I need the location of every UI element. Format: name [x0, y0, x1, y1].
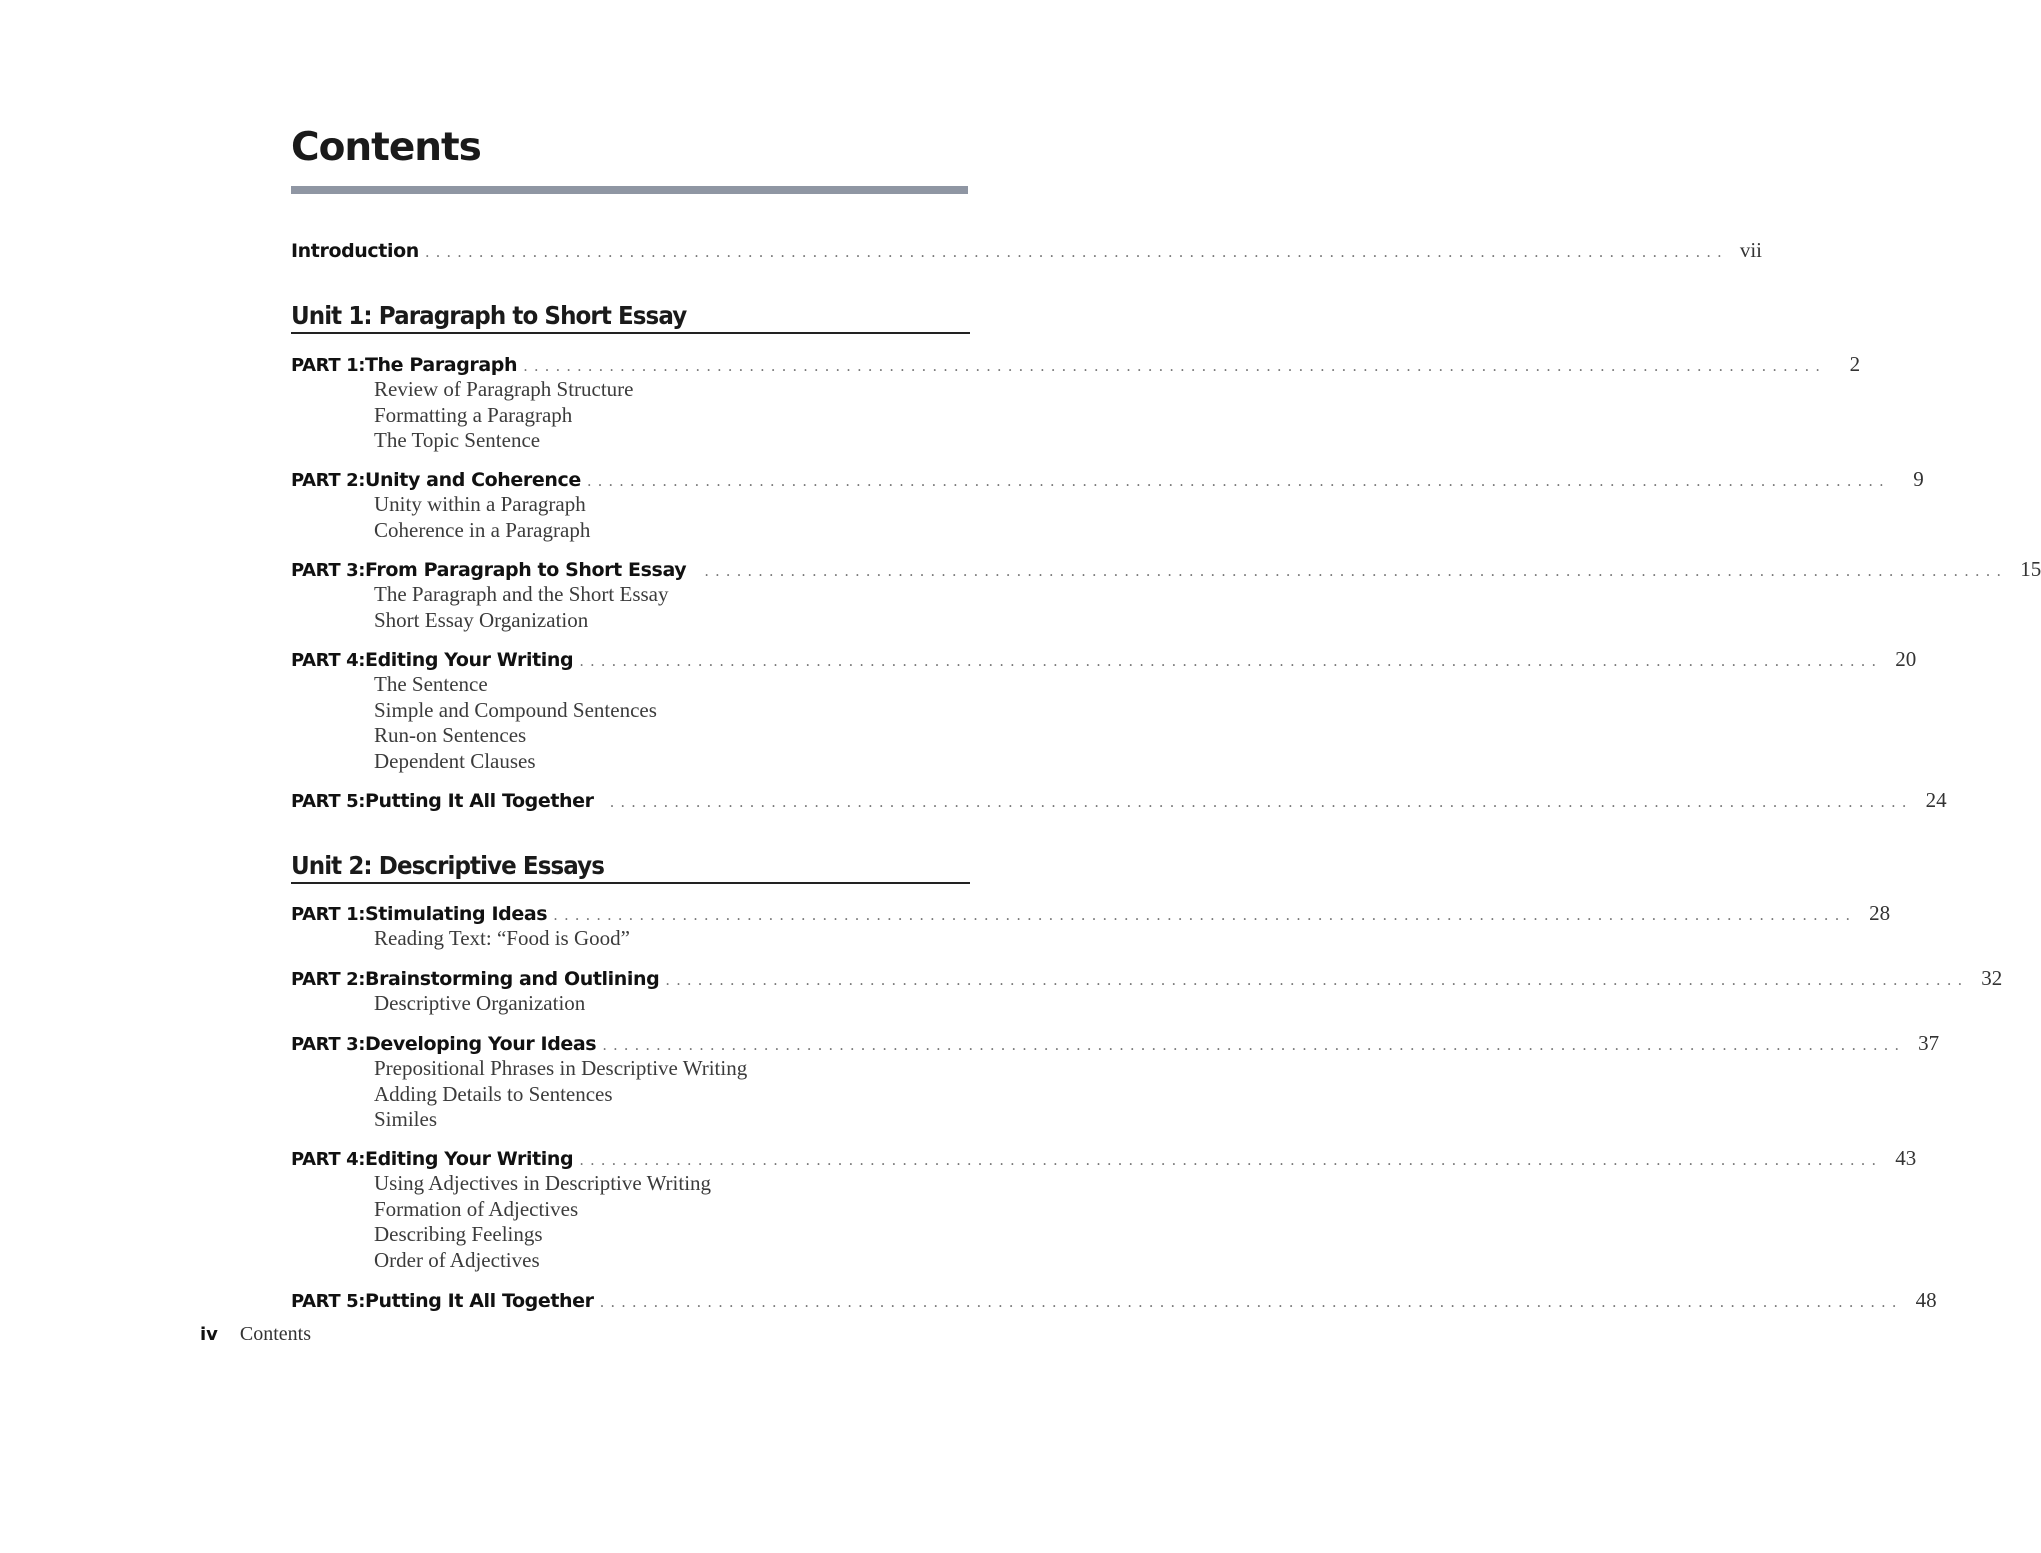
part-page-number: 32: [1981, 966, 2003, 990]
part-page-number: 9: [1913, 467, 1924, 491]
dot-leader: .........................................................................................................................: [665, 971, 1969, 989]
toc-part[interactable]: [291, 646, 1917, 775]
unit-title: Unit 1: Paragraph to Short Essay: [291, 301, 687, 330]
dot-leader: .........................................................................................................................: [586, 472, 1890, 490]
dot-leader: .........................................................................................................................: [602, 1036, 1906, 1054]
toc-subitem[interactable]: Using Adjectives in Descriptive Writing: [374, 1171, 712, 1195]
dot-leader: .........................................................................................................................: [599, 1293, 1903, 1311]
part-title: Putting It All Together: [365, 1290, 594, 1312]
toc-subitem[interactable]: Coherence in a Paragraph: [374, 517, 591, 542]
toc-subitem[interactable]: Adding Details to Sentences: [374, 1081, 613, 1106]
toc-subitem[interactable]: Unity within a Paragraph: [374, 492, 586, 516]
toc-subitem[interactable]: Formatting a Paragraph: [374, 402, 573, 427]
part-label: PART 2:: [291, 470, 365, 491]
toc-part[interactable]: [291, 1030, 1940, 1133]
part-label: PART 4:: [291, 1149, 365, 1170]
part-page-number: 24: [1925, 788, 1947, 812]
part-title: From Paragraph to Short Essay: [365, 559, 687, 581]
part-page-number: 48: [1915, 1288, 1937, 1312]
toc-subitem[interactable]: The Sentence: [374, 672, 488, 696]
dot-leader: .........................................................................................................................: [523, 357, 1827, 375]
part-label: PART 3:: [291, 1034, 365, 1055]
toc-subitem[interactable]: Dependent Clauses: [374, 749, 536, 774]
toc-subitem[interactable]: Descriptive Organization: [374, 991, 586, 1015]
part-page-number: 20: [1895, 647, 1917, 671]
unit-title: Unit 2: Descriptive Essays: [291, 851, 605, 880]
unit-heading: [291, 300, 970, 334]
toc-subitem[interactable]: Prepositional Phrases in Descriptive Writing: [374, 1056, 748, 1080]
toc-part[interactable]: [291, 556, 2041, 633]
toc-subitem[interactable]: The Paragraph and the Short Essay: [374, 582, 669, 606]
toc-subitem[interactable]: Similes: [374, 1107, 438, 1132]
unit-heading: [291, 850, 970, 884]
part-label: PART 1:: [291, 355, 365, 376]
part-label: PART 5:: [291, 1291, 365, 1312]
part-label: PART 5:: [291, 791, 365, 812]
toc-subitem[interactable]: Review of Paragraph Structure: [374, 377, 634, 401]
introduction-page-number: vii: [1739, 238, 1762, 262]
toc-part[interactable]: [291, 1287, 1937, 1313]
part-page-number: 28: [1869, 901, 1891, 925]
toc-part[interactable]: [291, 1145, 1917, 1274]
part-title: Stimulating Ideas: [365, 903, 548, 925]
page-footer: [200, 1323, 311, 1346]
part-page-number: 2: [1849, 352, 1861, 376]
part-label: PART 1:: [291, 904, 365, 925]
toc-subitem[interactable]: Order of Adjectives: [374, 1248, 540, 1273]
dot-leader: .........................................................................................................................: [579, 1151, 1883, 1169]
part-page-number: 37: [1918, 1031, 1940, 1055]
part-title: The Paragraph: [365, 354, 518, 376]
toc-part[interactable]: [291, 965, 2003, 1017]
dot-leader: .........................................................................................................................: [424, 243, 1728, 261]
part-title: Unity and Coherence: [365, 469, 581, 491]
part-title: Editing Your Writing: [365, 1148, 574, 1170]
toc-subitem[interactable]: Simple and Compound Sentences: [374, 697, 657, 722]
footer-page-number: iv: [200, 1324, 218, 1345]
dot-leader: .........................................................................................................................: [704, 562, 2008, 580]
part-title: Brainstorming and Outlining: [365, 968, 660, 990]
part-label: PART 3:: [291, 560, 365, 581]
part-label: PART 4:: [291, 650, 365, 671]
toc-subitem[interactable]: Formation of Adjectives: [374, 1196, 579, 1221]
toc-subitem[interactable]: The Topic Sentence: [374, 428, 541, 453]
toc-part[interactable]: [291, 351, 1861, 454]
part-label: PART 2:: [291, 969, 365, 990]
toc-subitem[interactable]: Run-on Sentences: [374, 723, 527, 748]
part-title: Editing Your Writing: [365, 649, 574, 671]
part-title: Developing Your Ideas: [365, 1033, 597, 1055]
dot-leader: .........................................................................................................................: [579, 652, 1883, 670]
toc-subitem[interactable]: Describing Feelings: [374, 1222, 543, 1247]
title-rule: [291, 186, 968, 194]
toc-part[interactable]: [291, 900, 1891, 952]
part-page-number: 43: [1895, 1146, 1917, 1170]
footer-section-name: Contents: [239, 1323, 312, 1345]
dot-leader: .........................................................................................................................: [609, 793, 1913, 811]
toc-part[interactable]: [291, 787, 1947, 813]
dot-leader: .........................................................................................................................: [553, 906, 1857, 924]
introduction-label: Introduction: [291, 240, 419, 262]
page-title: Contents: [291, 125, 481, 170]
part-title: Putting It All Together: [365, 790, 594, 812]
part-page-number: 15: [2020, 557, 2041, 581]
toc-part[interactable]: [291, 466, 1924, 543]
toc-subitem[interactable]: Reading Text: “Food is Good”: [374, 926, 630, 950]
toc-entry-introduction[interactable]: [291, 237, 1762, 263]
toc-subitem[interactable]: Short Essay Organization: [374, 607, 589, 632]
